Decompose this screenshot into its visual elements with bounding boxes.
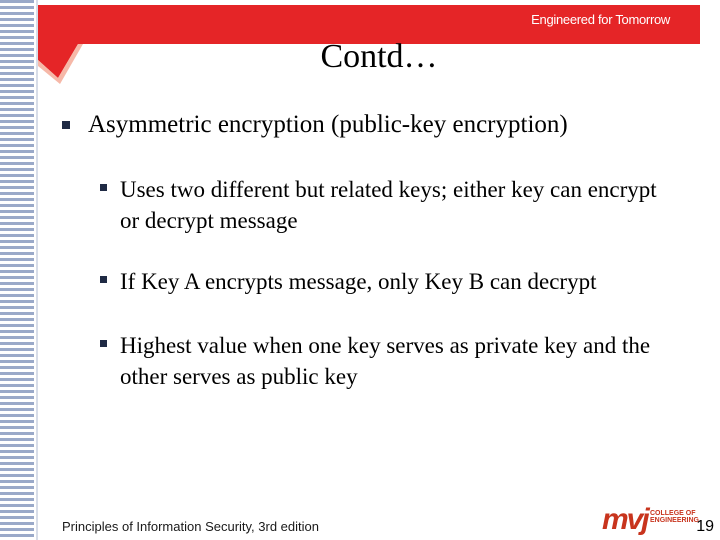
logo-wordmark: mvj bbox=[602, 503, 648, 536]
main-bullet-text: Asymmetric encryption (public-key encryption) bbox=[88, 111, 568, 138]
logo-subtext: COLLEGE OF ENGINEERING bbox=[650, 510, 700, 524]
sub-bullet-text: If Key A encrypts message, only Key B can decrypt bbox=[120, 269, 597, 294]
sub-bullet-3 bbox=[100, 330, 680, 392]
sub-bullet-text: Uses two different but related keys; either key can encrypt or decrypt message bbox=[120, 177, 657, 233]
bullet-square-icon bbox=[100, 276, 107, 283]
slide-title: Contd… bbox=[320, 38, 438, 75]
sub-bullet-2 bbox=[100, 266, 680, 297]
footer-course-title: Principles of Information Security, 3rd edition bbox=[62, 519, 319, 534]
side-stripe-decoration bbox=[0, 0, 34, 540]
header-tagline: Engineered for Tomorrow bbox=[531, 12, 670, 27]
bullet-square-icon bbox=[62, 121, 70, 129]
page-number: 19 bbox=[696, 518, 714, 535]
sub-bullet-text: Highest value when one key serves as private key and the other serves as public key bbox=[120, 333, 651, 389]
sub-bullet-1 bbox=[100, 174, 680, 236]
college-logo bbox=[602, 504, 698, 540]
bullet-square-icon bbox=[100, 340, 107, 347]
bullet-square-icon bbox=[100, 184, 107, 191]
